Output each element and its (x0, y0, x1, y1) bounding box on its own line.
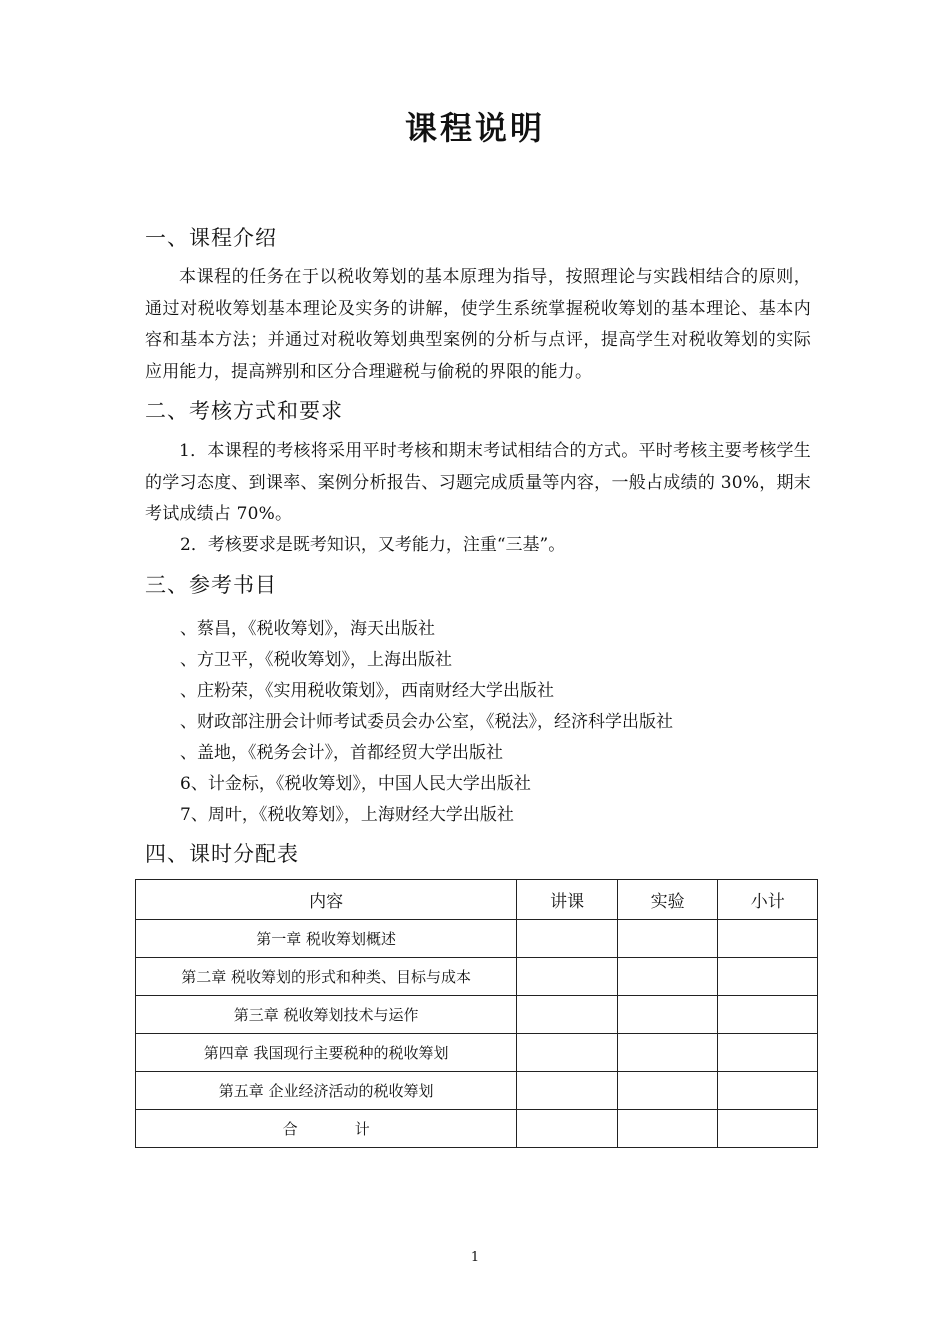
column-header-lecture: 讲课 (517, 880, 618, 920)
section-heading-intro: 一、课程介绍 (145, 226, 277, 250)
reference-item: 、蔡昌，《税收筹划》，海天出版社 (180, 619, 435, 639)
table-row (136, 1034, 818, 1072)
row-lecture-cell (517, 996, 618, 1034)
column-header-subtotal: 小计 (718, 880, 818, 920)
reference-item: 、方卫平，《税收筹划》，上海出版社 (180, 650, 452, 670)
row-lab-cell (617, 1072, 718, 1110)
row-lecture-cell (517, 1072, 618, 1110)
reference-item: 、财政部注册会计师考试委员会办公室，《税法》，经济科学出版社 (180, 712, 673, 732)
section-heading-assessment: 二、考核方式和要求 (145, 399, 343, 423)
row-lecture-cell (517, 958, 618, 996)
table-row (136, 920, 818, 958)
row-lab-cell (617, 1034, 718, 1072)
reference-list (180, 614, 673, 831)
total-label-cell: 合 计 (136, 1110, 517, 1148)
reference-item: 6、计金标，《税收筹划》，中国人民大学出版社 (180, 774, 531, 794)
row-subtotal-cell (718, 958, 818, 996)
row-lecture-cell (517, 920, 618, 958)
row-subtotal-cell (718, 1072, 818, 1110)
section-heading-schedule: 四、课时分配表 (145, 842, 299, 866)
row-content-cell: 第一章 税收筹划概述 (136, 920, 517, 958)
table-row (136, 958, 818, 996)
assessment-item-2: 2．考核要求是既考知识，又考能力，注重“三基”。 (180, 535, 566, 555)
total-subtotal-cell (718, 1110, 818, 1148)
section-heading-references: 三、参考书目 (145, 573, 277, 597)
total-lab-cell (617, 1110, 718, 1148)
page-number: 1 (470, 1250, 480, 1265)
class-hours-table (135, 879, 818, 1148)
reference-item: 7、周叶，《税收筹划》，上海财经大学出版社 (180, 805, 514, 825)
row-subtotal-cell (718, 920, 818, 958)
table-total-row (136, 1110, 818, 1148)
column-header-content: 内容 (136, 880, 517, 920)
intro-paragraph: 本课程的任务在于以税收筹划的基本原理为指导，按照理论与实践相结合的原则，通过对税收筹划基本理论及实务的讲解，使学生系统掌握税收筹划的基本理论、基本内容和基本方法；并通过对税收筹划典型案例的分析与点评，提高学生对税收筹划的实际应用能力，提高辨别和区分合理避税与偷税的界限的能力。 (145, 267, 811, 382)
row-lecture-cell (517, 1034, 618, 1072)
reference-item: 、盖地，《税务会计》，首都经贸大学出版社 (180, 743, 503, 763)
total-lecture-cell (517, 1110, 618, 1148)
row-lab-cell (617, 996, 718, 1034)
row-content-cell: 第五章 企业经济活动的税收筹划 (136, 1072, 517, 1110)
row-subtotal-cell (718, 996, 818, 1034)
column-header-lab: 实验 (617, 880, 718, 920)
row-content-cell: 第三章 税收筹划技术与运作 (136, 996, 517, 1034)
table-row (136, 1072, 818, 1110)
row-lab-cell (617, 920, 718, 958)
page-title: 课程说明 (404, 109, 545, 147)
reference-item: 、庄粉荣，《实用税收策划》，西南财经大学出版社 (180, 681, 554, 701)
row-lab-cell (617, 958, 718, 996)
row-content-cell: 第二章 税收筹划的形式和种类、目标与成本 (136, 958, 517, 996)
table-row (136, 996, 818, 1034)
table-header-row (136, 880, 818, 920)
row-content-cell: 第四章 我国现行主要税种的税收筹划 (136, 1034, 517, 1072)
row-subtotal-cell (718, 1034, 818, 1072)
assessment-item-1: 1．本课程的考核将采用平时考核和期末考试相结合的方式。平时考核主要考核学生的学习态度、到课率、案例分析报告、习题完成质量等内容，一般占成绩的 30%，期末考试成绩占 70%。 (145, 441, 811, 524)
